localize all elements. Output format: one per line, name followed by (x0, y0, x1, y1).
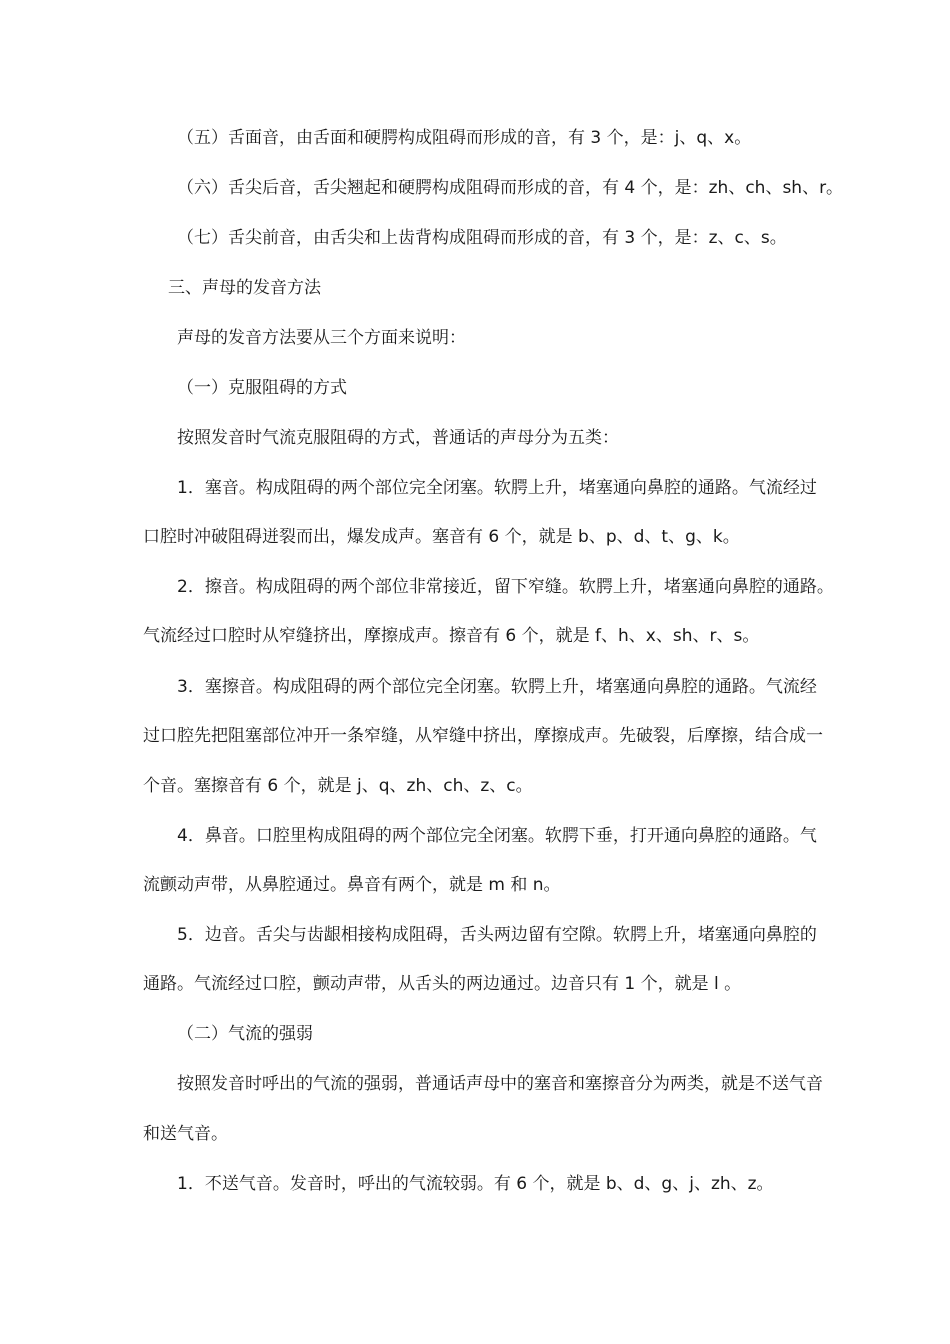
section-heading: 三、声母的发音方法 (168, 278, 321, 298)
paragraph-line: 气流经过口腔时从窄缝挤出，摩擦成声。擦音有 6 个，就是 f、h、x、sh、r、s。 (143, 626, 760, 646)
paragraph-line: 个音。塞擦音有 6 个，就是 j、q、zh、ch、z、c。 (143, 776, 533, 796)
subsection-heading: （二）气流的强弱 (177, 1024, 313, 1044)
paragraph-line: 和送气音。 (143, 1124, 228, 1144)
paragraph-line: 流颤动声带，从鼻腔通过。鼻音有两个，就是 m 和 n。 (143, 875, 561, 895)
paragraph-line: 4．鼻音。口腔里构成阻碍的两个部位完全闭塞。软腭下垂，打开通向鼻腔的通路。气 (177, 826, 817, 846)
paragraph-line: 过口腔先把阻塞部位冲开一条窄缝，从窄缝中挤出，摩擦成声。先破裂，后摩擦，结合成一 (143, 726, 823, 746)
paragraph-line: 按照发音时气流克服阻碍的方式，普通话的声母分为五类： (177, 428, 619, 448)
paragraph-line: 声母的发音方法要从三个方面来说明： (177, 328, 466, 348)
subsection-heading: （一）克服阻碍的方式 (177, 378, 347, 398)
paragraph-line: 3．塞擦音。构成阻碍的两个部位完全闭塞。软腭上升，堵塞通向鼻腔的通路。气流经 (177, 677, 817, 697)
paragraph-line: （五）舌面音，由舌面和硬腭构成阻碍而形成的音，有 3 个，是：j、q、x。 (177, 128, 752, 148)
paragraph-line: 按照发音时呼出的气流的强弱，普通话声母中的塞音和塞擦音分为两类，就是不送气音 (177, 1074, 823, 1094)
paragraph-line: 口腔时冲破阻碍迸裂而出，爆发成声。塞音有 6 个，就是 b、p、d、t、g、k。 (143, 527, 740, 547)
paragraph-line: 5．边音。舌尖与齿龈相接构成阻碍，舌头两边留有空隙。软腭上升，堵塞通向鼻腔的 (177, 925, 817, 945)
paragraph-line: （六）舌尖后音，舌尖翘起和硬腭构成阻碍而形成的音，有 4 个，是：zh、ch、sh、r。 (177, 178, 844, 198)
paragraph-line: 1．不送气音。发音时，呼出的气流较弱。有 6 个，就是 b、d、g、j、zh、z。 (177, 1174, 774, 1194)
paragraph-line: 1．塞音。构成阻碍的两个部位完全闭塞。软腭上升，堵塞通向鼻腔的通路。气流经过 (177, 478, 817, 498)
paragraph-line: 通路。气流经过口腔，颤动声带，从舌头的两边通过。边音只有 1 个，就是 l 。 (143, 974, 742, 994)
paragraph-line: （七）舌尖前音，由舌尖和上齿背构成阻碍而形成的音，有 3 个，是：z、c、s。 (177, 228, 787, 248)
paragraph-line: 2．擦音。构成阻碍的两个部位非常接近，留下窄缝。软腭上升，堵塞通向鼻腔的通路。 (177, 577, 834, 597)
